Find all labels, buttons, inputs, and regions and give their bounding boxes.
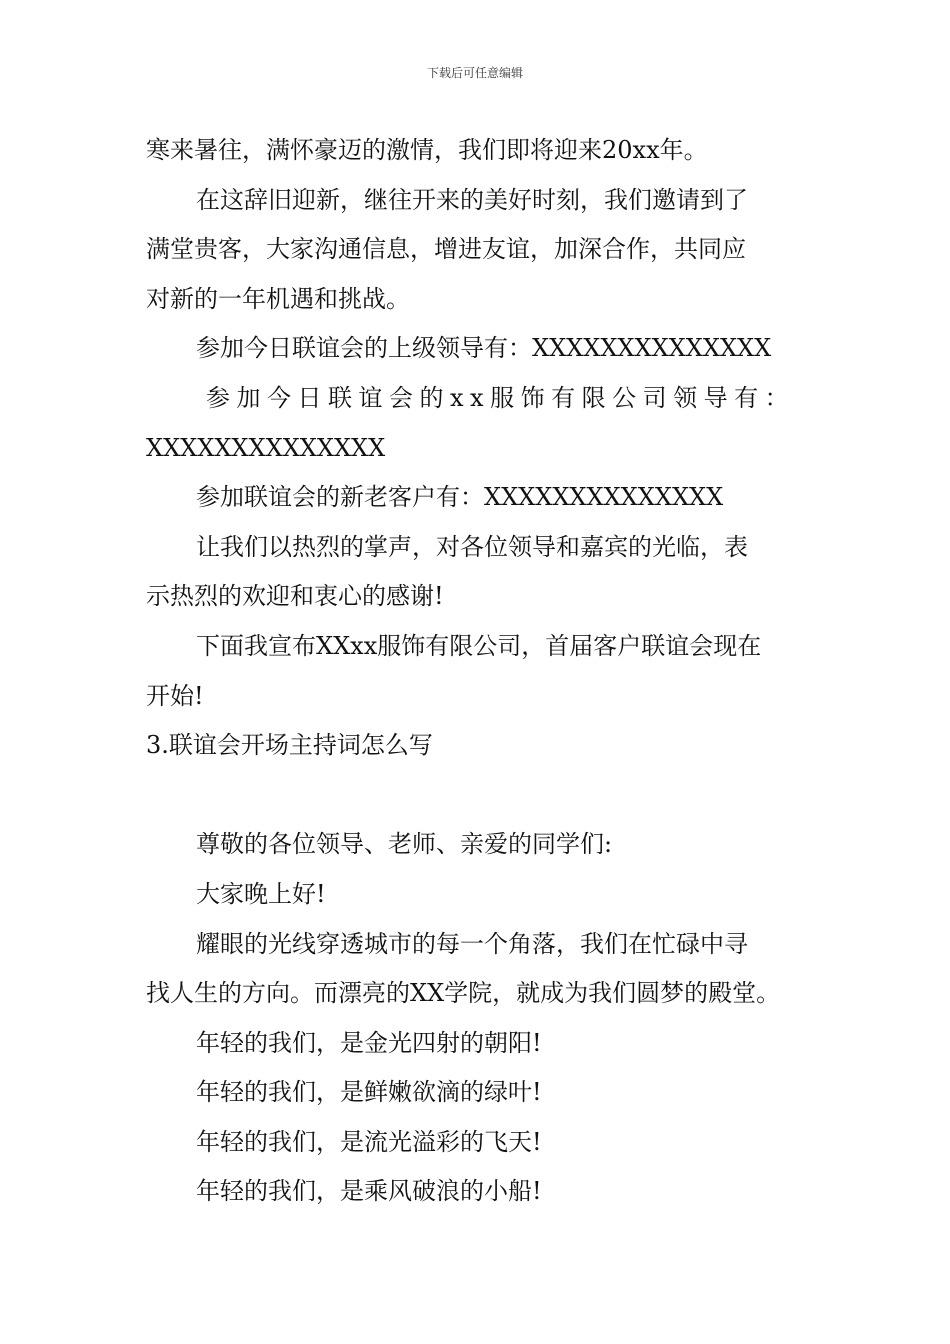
paragraph-10-line-2: 找人生的方向。而漂亮的XX学院，就成为我们圆梦的殿堂。: [146, 979, 781, 1008]
paragraph-1: 寒来暑往，满怀豪迈的激情，我们即将迎来20xx年。: [146, 136, 708, 164]
page-header: 下载后可任意编辑: [426, 66, 523, 80]
section-heading-3: 3.联谊会开场主持词怎么写: [146, 731, 433, 760]
paragraph-7-line-2: 开始!: [146, 681, 204, 710]
paragraph-8: 尊敬的各位领导、老师、亲爱的同学们:: [196, 830, 613, 859]
paragraph-10-line-1: 耀眼的光线穿透城市的每一个角落，我们在忙碌中寻: [196, 929, 748, 958]
paragraph-7-line-1: 下面我宣布XXxx服饰有限公司，首届客户联谊会现在: [196, 631, 762, 660]
paragraph-11: 年轻的我们，是金光四射的朝阳!: [196, 1028, 542, 1057]
paragraph-14: 年轻的我们，是乘风破浪的小船!: [196, 1177, 542, 1206]
paragraph-13: 年轻的我们，是流光溢彩的飞天!: [196, 1127, 542, 1156]
paragraph-2-line-3: 对新的一年机遇和挑战。: [146, 284, 410, 313]
paragraph-4-line-2: XXXXXXXXXXXXXX: [146, 433, 386, 462]
paragraph-6-line-1: 让我们以热烈的掌声，对各位领导和嘉宾的光临，表: [196, 532, 748, 561]
paragraph-2-line-1: 在这辞旧迎新，继往开来的美好时刻，我们邀请到了: [196, 185, 748, 214]
paragraph-3: 参加今日联谊会的上级领导有：XXXXXXXXXXXXXX: [196, 334, 772, 363]
document-body: [146, 126, 806, 1217]
paragraph-6-line-2: 示热烈的欢迎和衷心的感谢!: [146, 582, 444, 611]
paragraph-12: 年轻的我们，是鲜嫩欲滴的绿叶!: [196, 1078, 542, 1107]
paragraph-4-line-1: 参加今日联谊会的xx服饰有限公司领导有：: [206, 383, 796, 412]
paragraph-5: 参加联谊会的新老客户有：XXXXXXXXXXXXXX: [196, 483, 724, 512]
paragraph-2-line-2: 满堂贵客，大家沟通信息，增进友谊，加深合作，共同应: [146, 235, 746, 264]
blank-line: [146, 771, 806, 821]
paragraph-9: 大家晚上好!: [196, 879, 326, 908]
